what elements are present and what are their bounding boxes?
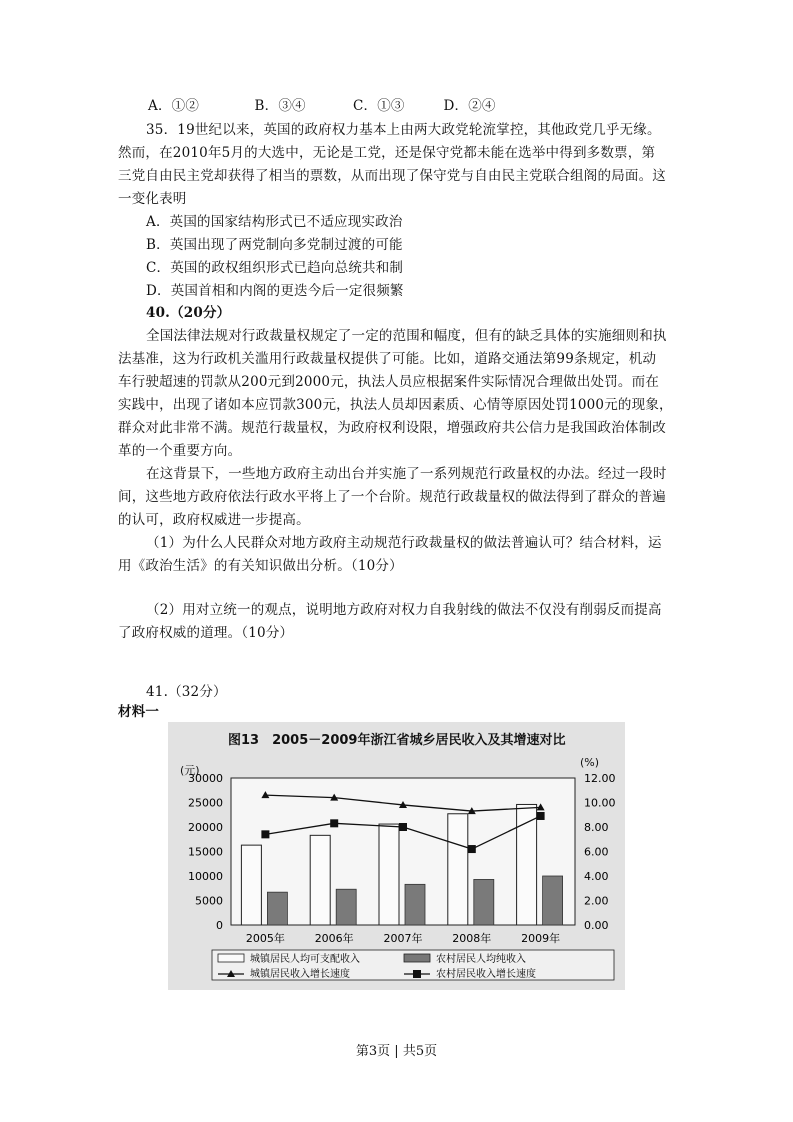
q35-option-d: D．英国首相和内阁的更迭今后一定很频繁	[146, 283, 404, 299]
material-one-label: 材料一	[118, 704, 160, 720]
q35-stem-line: 三党自由民主党却获得了相当的票数，从而出现了保守党与自由民主党联合组阁的局面。这	[118, 168, 666, 184]
right-tick-label: 8.00	[584, 821, 609, 834]
q34-options	[148, 96, 496, 116]
q40-para1-line: 革的一个重要方向。	[118, 443, 242, 459]
q40-para2-line: 的认可，政府权威进一步提高。	[118, 512, 310, 528]
x-category-label: 2005年	[245, 932, 285, 945]
right-tick-label: 0.00	[584, 919, 609, 932]
legend-label: 城镇居民人均可支配收入	[250, 954, 360, 965]
rural-growth-point	[537, 812, 545, 820]
legend-label: 城镇居民收入增长速度	[250, 969, 350, 980]
legend-swatch-rural-income	[404, 954, 430, 962]
bar-urban-income	[310, 835, 330, 925]
q35-option-b: B．英国出现了两党制向多党制过渡的可能	[146, 237, 403, 253]
bar-rural-income	[543, 876, 563, 925]
right-axis-unit: (%)	[580, 756, 600, 769]
bar-urban-income	[448, 814, 468, 925]
right-tick-label: 4.00	[584, 870, 609, 883]
rural-growth-point	[261, 830, 269, 838]
q35-stem-line: 然而，在2010年5月的大选中，无论是工党，还是保守党都未能在选举中得到多数票，第	[118, 145, 656, 161]
q40-sub2-line: （2）用对立统一的观点，说明地方政府对权力自我射线的做法不仅没有削弱反而提高	[146, 602, 662, 618]
left-tick-label: 25000	[188, 796, 223, 810]
bar-rural-income	[474, 879, 494, 925]
q34-option-a: A．①②	[148, 98, 200, 114]
q40-sub1-line: 用《政治生活》的有关知识做出分析。（10分）	[118, 558, 403, 574]
q35-stem-line: 35．19世纪以来，英国的政府权力基本上由两大政党轮流掌控，其他政党几乎无缘。	[146, 122, 661, 138]
bar-urban-income	[379, 824, 399, 925]
q35-stem-line: 一变化表明	[118, 191, 187, 207]
legend-label: 农村居民人均纯收入	[436, 954, 526, 965]
rural-growth-point	[330, 819, 338, 827]
q40-para1-line: 实践中，出现了诸如本应罚款300元，执法人员却因素质、心情等原因处罚1000元的现象，	[118, 397, 673, 413]
income-chart	[168, 722, 625, 990]
rural-growth-point	[399, 823, 407, 831]
x-category-label: 2009年	[521, 932, 561, 945]
q40-para1-line: 法基准，这为行政机关滥用行政裁量权提供了可能。比如，道路交通法第99条规定，机动	[118, 351, 657, 367]
q40-para2-line: 在这背景下，一些地方政府主动出台并实施了一系列规范行政量权的办法。经过一段时	[146, 466, 667, 482]
right-tick-label: 2.00	[584, 894, 609, 908]
right-tick-label: 6.00	[584, 845, 609, 859]
left-axis-unit: (元)	[180, 764, 200, 777]
bar-rural-income	[267, 892, 287, 925]
bar-rural-income	[336, 889, 356, 925]
left-tick-label: 5000	[195, 894, 223, 908]
square-marker-icon	[413, 970, 421, 978]
q35-option-a: A．英国的国家结构形式已不适应现实政治	[146, 214, 403, 230]
q40-para2-line: 间，这些地方政府依法行政水平将上了一个台阶。规范行政裁量权的做法得到了群众的普遍	[118, 489, 666, 505]
legend-swatch-urban-income	[218, 954, 244, 962]
page-footer: 第3页 | 共5页	[355, 1044, 438, 1059]
right-tick-label: 12.00	[584, 772, 616, 785]
q40-para1-line: 车行驶超速的罚款从200元到2000元，执法人员应根据案件实际情况合理做出处罚。而在	[118, 374, 660, 390]
bar-rural-income	[405, 884, 425, 925]
x-category-label: 2006年	[314, 932, 354, 945]
q35-option-c: C．英国的政权组织形式已趋向总统共和制	[146, 260, 404, 276]
q34-option-b: B．③④	[254, 98, 306, 114]
q40-sub2-line: 了政府权威的道理。（10分）	[118, 625, 294, 641]
chart-title: 图13 2005－2009年浙江省城乡居民收入及其增速对比	[228, 733, 566, 748]
right-tick-label: 10.00	[584, 796, 616, 810]
legend-label: 农村居民收入增长速度	[436, 969, 536, 980]
left-tick-label: 0	[216, 919, 223, 932]
left-tick-label: 30000	[188, 772, 223, 785]
left-tick-label: 20000	[188, 821, 223, 834]
q40-sub1-line: （1）为什么人民群众对地方政府主动规范行政裁量权的做法普遍认可？结合材料，运	[146, 535, 662, 551]
left-tick-label: 10000	[188, 870, 223, 883]
q40-para1-line: 全国法律法规对行政裁量权规定了一定的范围和幅度，但有的缺乏具体的实施细则和执	[146, 328, 667, 344]
q40-para1-line: 群众对此非常不满。规范行裁量权，为政府权利设限，增强政府共公信力是我国政治体制改	[118, 420, 666, 436]
q34-option-c: C．①③	[353, 98, 405, 114]
left-tick-label: 15000	[188, 845, 223, 859]
q40-heading: 40.（20分）	[146, 305, 231, 321]
x-category-label: 2008年	[452, 932, 492, 945]
bar-urban-income	[241, 845, 261, 925]
q41-heading: 41.（32分）	[146, 684, 227, 700]
q34-option-d: D．②④	[443, 98, 496, 114]
rural-growth-point	[468, 845, 476, 853]
x-category-label: 2007年	[383, 932, 423, 945]
